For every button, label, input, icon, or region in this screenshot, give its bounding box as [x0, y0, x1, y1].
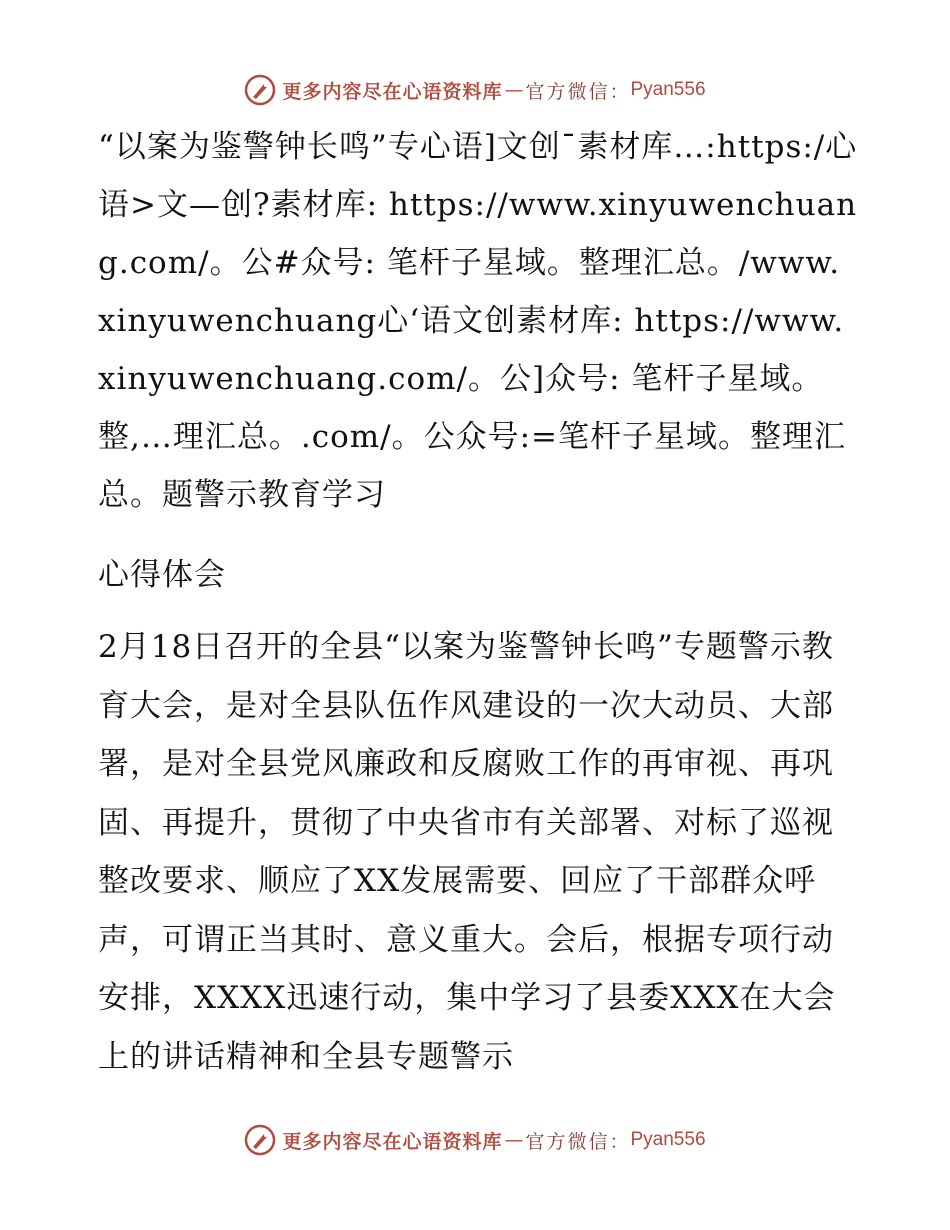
- banner-dash: —: [504, 79, 524, 101]
- header-paragraph: “以案为鉴警钟长鸣”专心语]文创¯素材库…:https:/心语>文—创?素材库: https://www.xinyuwenchuang.com/。公#众号: 笔杆子星域。整理汇总。/www.xinyuwenchuang心‘语文创素材库: https://www.xinyuwenchuang.com/。公]众号: 笔杆子星域。整,…理汇总。.com/。公众号:=笔杆子星域。整理汇总。题警示教育学习: [98, 129, 858, 513]
- document-subtitle: 心得体会: [98, 557, 226, 593]
- banner-text: 更多内容尽在心语资料库: [282, 1130, 503, 1153]
- pen-nib-logo-icon: [244, 1124, 276, 1156]
- banner-text: 更多内容尽在心语资料库: [282, 80, 503, 103]
- banner-dash: —: [504, 1129, 524, 1151]
- top-banner: [0, 70, 950, 110]
- body-paragraph: 2月18日召开的全县“以案为鉴警钟长鸣”专题警示教育大会，是对全县队伍作风建设的一次大动员、大部署，是对全县党风廉政和反腐败工作的再审视、再巩固、再提升，贯彻了中央省市有关部署、对标了巡视整改要求、顺应了XX发展需要、回应了干部群众呼声，可谓正当其时、意义重大。会后，根据专项行动安排，XXXX迅速行动，集中学习了县委XXX在大会上的讲话精神和全县专题警示: [98, 629, 836, 1075]
- bottom-banner: [0, 1120, 950, 1160]
- banner-contact-label: 官方微信：: [525, 1130, 631, 1153]
- banner-wechat-id: Pyan556: [630, 1129, 706, 1150]
- pen-nib-logo-icon: [244, 74, 276, 106]
- banner-contact-label: 官方微信：: [525, 80, 631, 103]
- document-body: [98, 118, 858, 1086]
- banner-wechat-id: Pyan556: [630, 79, 706, 100]
